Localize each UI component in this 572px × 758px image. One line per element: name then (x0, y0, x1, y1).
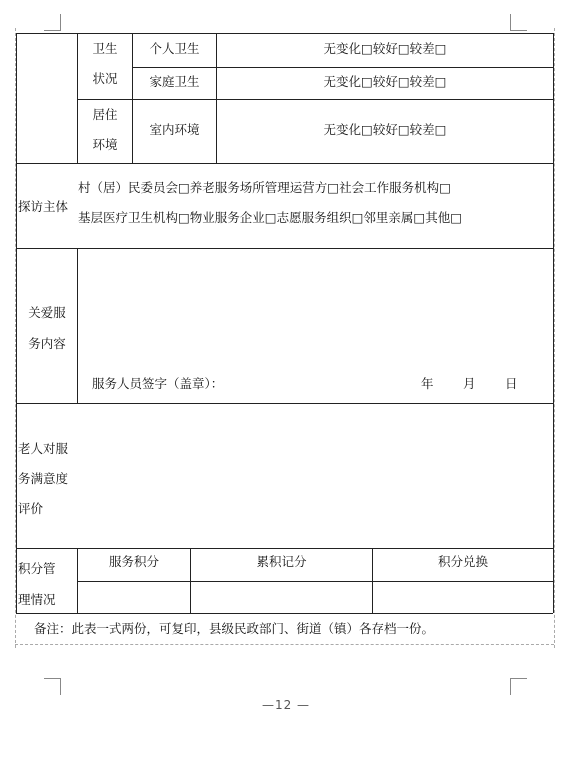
points-label-line2: 理情况 (18, 592, 56, 607)
indoor-environment-options[interactable]: 无变化□较好□较差□ (323, 122, 447, 137)
note-text: 备注：此表一式两份，可复印，县级民政部门、街道（镇）各存档一份。 (34, 621, 435, 636)
points-col-service: 服务积分 (108, 554, 159, 569)
page-number: —12 — (261, 698, 311, 712)
points-label-line1: 积分管 (18, 561, 56, 576)
care-content-label-line1: 关爱服 (28, 305, 66, 320)
evaluation-area[interactable] (78, 404, 553, 548)
personal-hygiene-label: 个人卫生 (149, 41, 200, 56)
crop-mark-bottom-right (510, 678, 527, 695)
care-content-area[interactable] (78, 249, 553, 369)
evaluation-label-line1: 老人对服 (18, 441, 69, 456)
personal-hygiene-options[interactable]: 无变化□较好□较差□ (323, 41, 447, 56)
family-hygiene-options[interactable]: 无变化□较好□较差□ (323, 74, 447, 89)
evaluation-label-line2: 务满意度 (18, 471, 69, 486)
indoor-environment-label: 室内环境 (149, 122, 200, 137)
crop-mark-bottom-left (44, 678, 61, 695)
crop-mark-top-right (510, 14, 527, 31)
date-day: 日 (505, 376, 518, 391)
points-service-cell[interactable] (78, 582, 190, 613)
points-accumulated-cell[interactable] (191, 582, 372, 613)
care-content-label-line2: 务内容 (28, 336, 66, 351)
crop-mark-top-left (44, 14, 61, 31)
points-exchange-cell[interactable] (373, 582, 553, 613)
date-month: 月 (463, 376, 476, 391)
margin-guide-bottom (15, 644, 554, 645)
family-hygiene-label: 家庭卫生 (149, 74, 200, 89)
health-label-line1: 卫生 (92, 41, 118, 56)
living-label-line2: 环境 (92, 137, 118, 152)
points-col-accumulated: 累积记分 (256, 554, 307, 569)
visit-subject-options-line1[interactable]: 村（居）民委员会□养老服务场所管理运营方□社会工作服务机构□ (78, 180, 451, 195)
visit-subject-options-line2[interactable]: 基层医疗卫生机构□物业服务企业□志愿服务组织□邻里亲属□其他□ (78, 210, 463, 225)
date-year: 年 (421, 376, 434, 391)
living-label-line1: 居住 (92, 107, 118, 122)
evaluation-label-line3: 评价 (18, 501, 44, 516)
margin-guide-right (554, 28, 555, 648)
signature-label: 服务人员签字（盖章）： (92, 376, 224, 391)
visit-subject-label: 探访主体 (18, 199, 69, 214)
points-col-exchange: 积分兑换 (437, 554, 488, 569)
health-label-line2: 状况 (92, 71, 118, 86)
